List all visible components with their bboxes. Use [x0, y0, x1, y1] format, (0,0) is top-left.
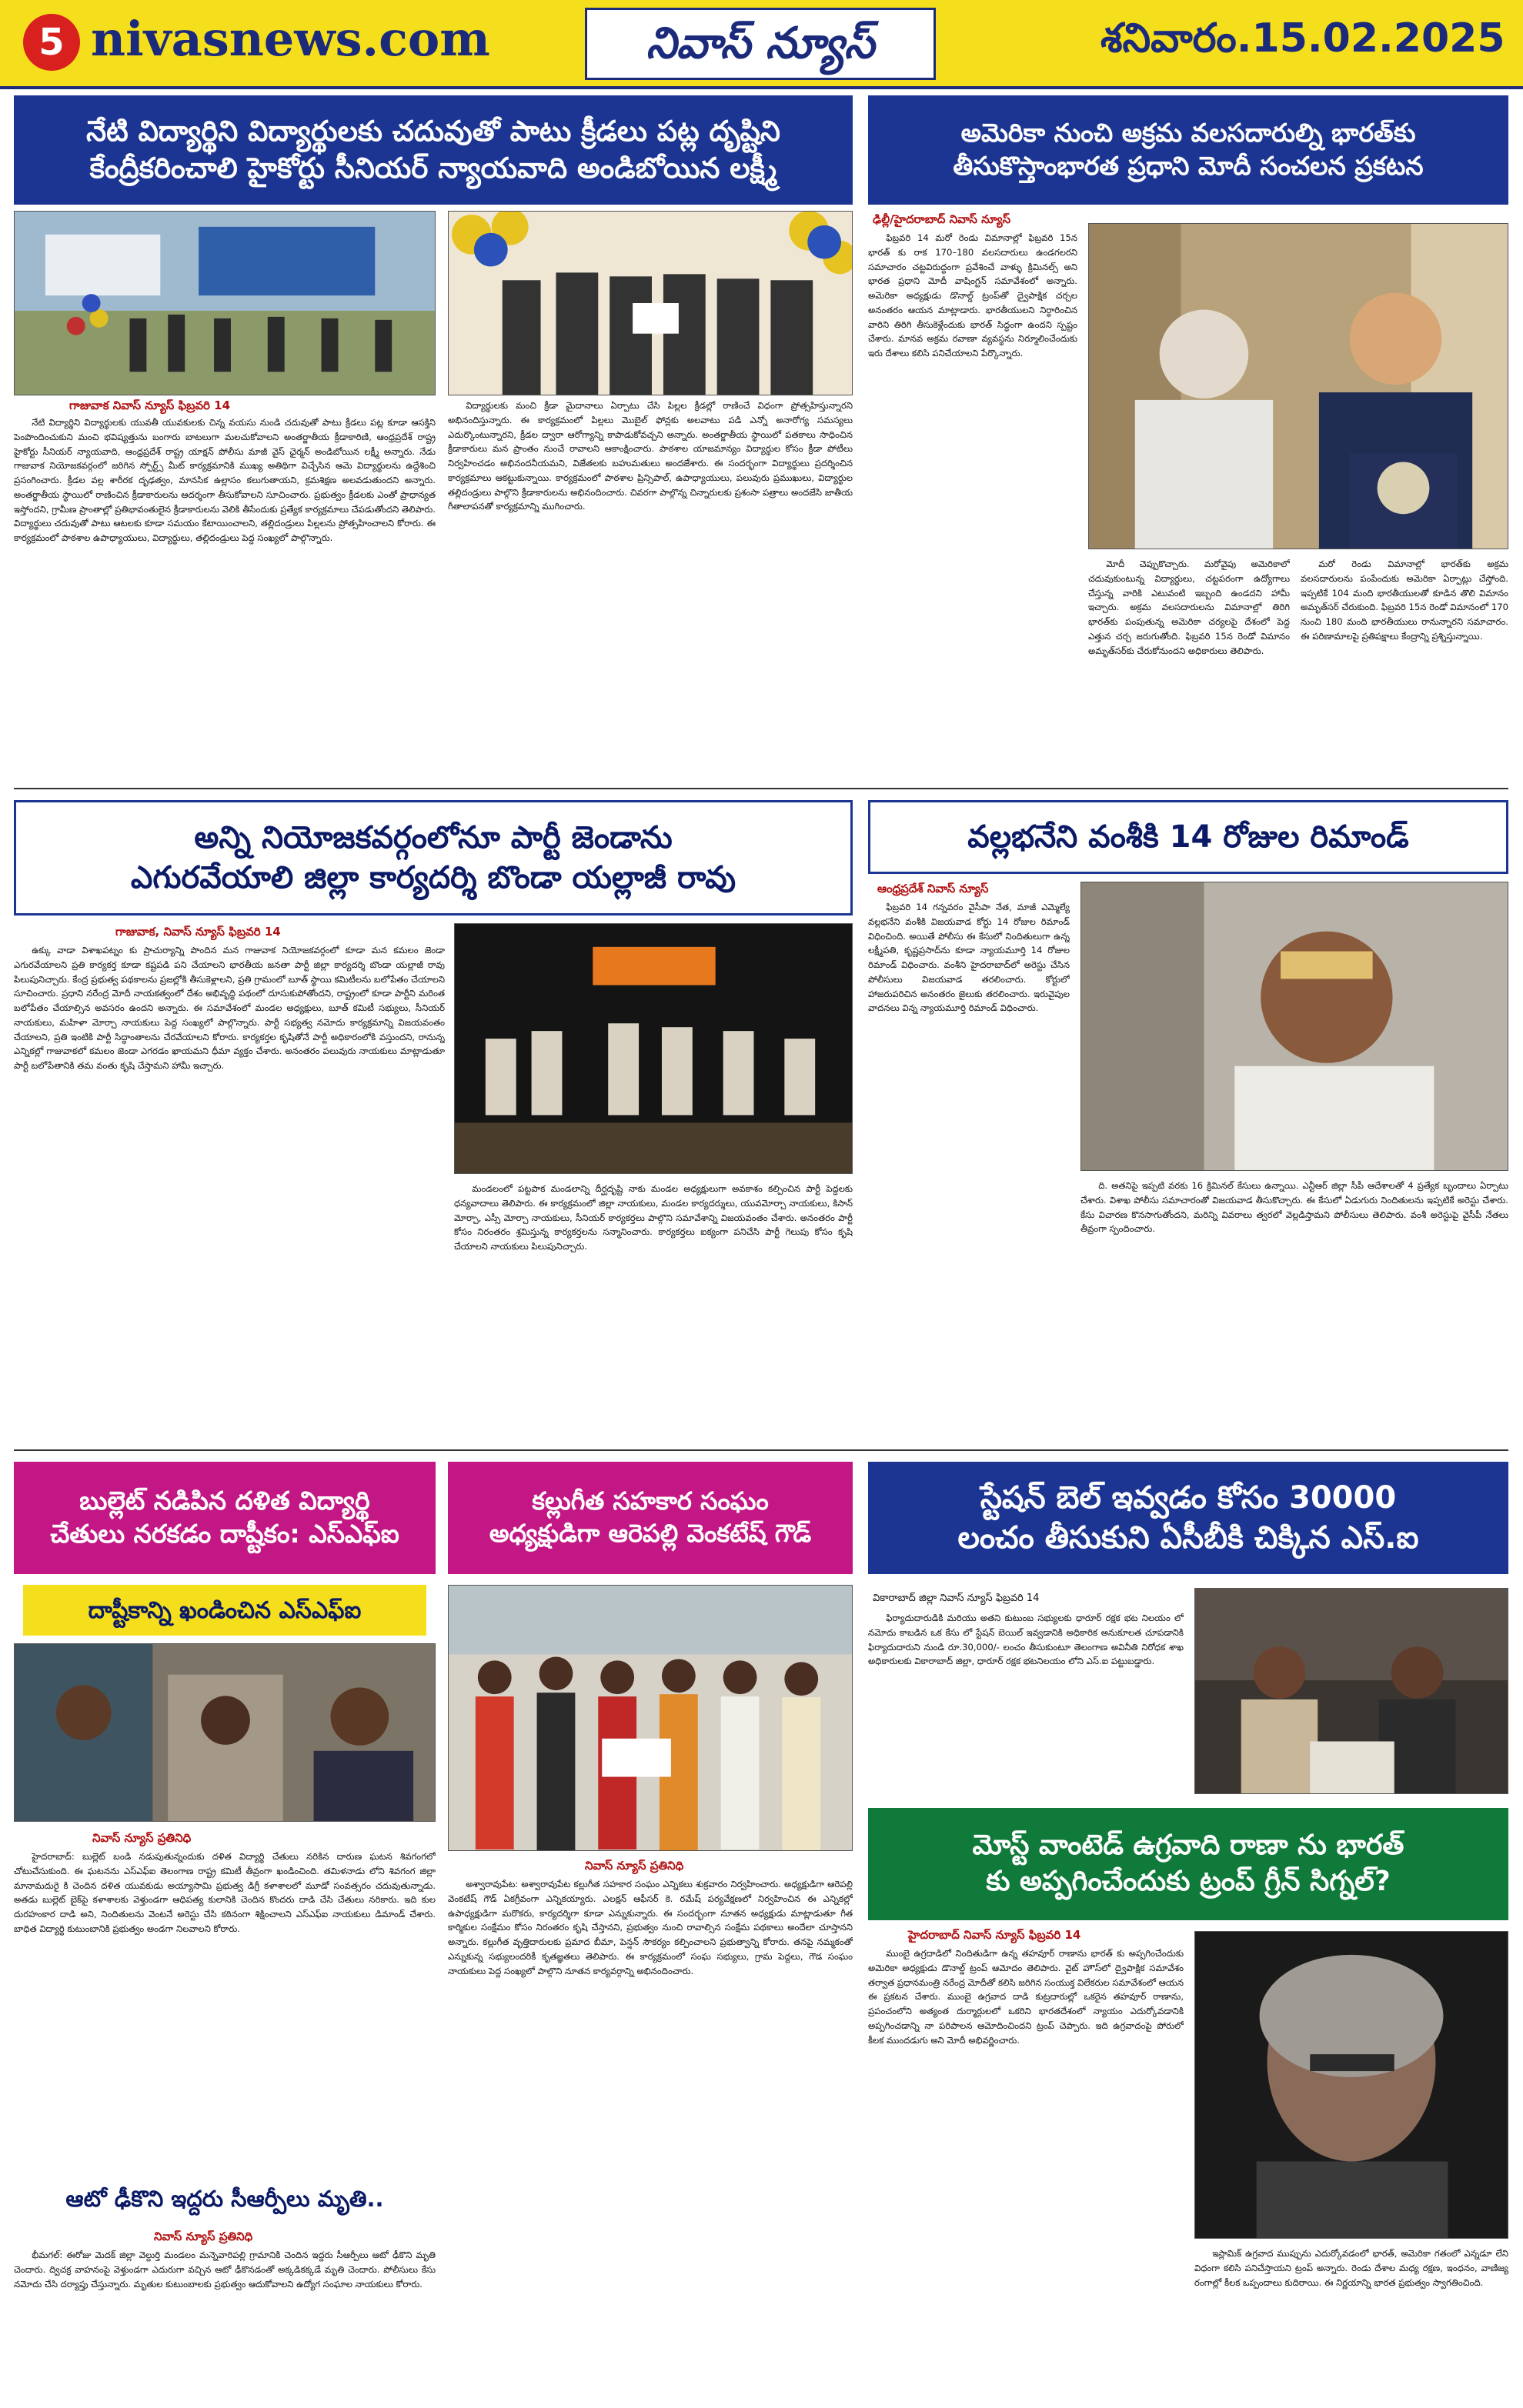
divider-1: [14, 788, 1508, 789]
modi-body-top-text: ఫిబ్రవరి 14 మరో రెండు విమానాల్లో ఫిబ్రవరి 15న భారత్ కు రాక 170–180 వలసదారులు ఉండగలరని సమాచారం చట్టవిరుద్ధంగా ప్రవేశించే వాళ్ళు క్రిమినల్స్ అని భారత ప్రధాని మోదీ వాషింగ్టన్ సమావేశంలో అన్నారు. అమెరికా అధ్యక్షుడు డొనాల్డ్ ట్రంప్‌తో ద్వైపాక్షిక చర్చల అనంతరం ఆయన మాట్లాడారు. భారతీయులని నిర్ధారించిన వారిని తిరిగి తీసుకెళ్లేందుకు భారత్ సిద్ధంగా ఉందని స్పష్టం చేశారు. మానవ అక్రమ రవాణా వ్యవస్థను నిర్మూలించేందుకు ఇరు దేశాలు కలిసి పనిచేయాలని పేర్కొన్నారు.: [868, 232, 1077, 359]
dalit-subhead: [23, 1585, 426, 1636]
dalit-subhead-text: దాష్టీకాన్ని ఖండించిన ఎస్ఎఫ్ఐ: [88, 1596, 362, 1624]
accident-body-text: భీమగల్: ఈరోజు మెదక్ జిల్లా వెల్దుర్తి మండలం మన్నెవారిపల్లి గ్రామానికి చెందిన ఇద్దరు సీఆర్పీలు ఆటో ఢీకొని మృతి చెందారు. ద్విచక్ర వాహనంపై వెళ్తుండగా ఎదురుగా వచ్చిన ఆటో ఢీకొనడంతో అక్కడికక్కడే మృతి చెందారు. పోలీసులు కేసు నమోదు చేసి దర్యాప్తు చేస్తున్నారు. మృతుల కుటుంబాలకు ప్రభుత్వం ఆదుకోవాలని ఉద్యోగ సంఘాల నాయకులు కోరారు.: [14, 2250, 436, 2290]
sports-headline: [14, 95, 853, 205]
vamsi-body-right-text: ది. అతనిపై ఇప్పటి వరకు 16 క్రిమినల్ కేసులు ఉన్నాయి. ఎన్టీఆర్ జిల్లా సీపీ ఆదేశాలతో 4 ప్రత్యేక బృందాలు ఏర్పాటు చేశారు. విశాఖ పోలీసు సమాచారంతో విజయవాడ తీసుకొచ్చారు. ఈ కేసులో ఏడుగురు నిందితులను ఇప్పటికే అరెస్టు చేశారు. కేసు విచారణ కొనసాగుతోందని, మరిన్ని వివరాలు త్వరలో వెల్లడిస్తామని పోలీసులు తెలిపారు. వంశీ అరెస్టుపై వైసీపీ నేతలు తీవ్రంగా స్పందించారు.: [1080, 1180, 1508, 1235]
rana-headline-line2: కు అప్పగించేందుకు ట్రంప్ గ్రీన్ సిగ్నల్?: [986, 1866, 1391, 1897]
party-body-right-text: మండలంలో పట్టపాక మండలాన్ని దీర్ఘదృష్టి నాకు మండల అధ్యక్షులుగా అవకాశం కల్పించిన పార్టీ పెద్దలకు ధన్యవాదాలు తెలిపారు. ఈ కార్యక్రమంలో జిల్లా నాయకులు, మండల కార్యదర్శులు, యువమోర్చా నాయకులు, కిసాన్ మోర్చా, ఎస్సీ మోర్చా నాయకులు, సీనియర్ కార్యకర్తలు పాల్గొని సమావేశాన్ని విజయవంతం చేశారు. అనంతరం పార్టీ కోసం నిరంతరం శ్రమిస్తున్న కార్యకర్తలను సన్మానించారు. కార్యకర్తలు ఐక్యంగా పనిచేసి పార్టీ గెలుపు కోసం కృషి చేయాలని నాయకులు పిలుపునిచ్చారు.: [454, 1183, 853, 1252]
vamsi-headline-text: వల్లభనేని వంశీకి 14 రోజుల రిమాండ్: [967, 819, 1409, 855]
sports-body-left-text: నేటి విద్యార్థిని విద్యార్థులకు యువతీ యువకులకు చిన్న వయసు నుండి చదువుతో పాటు క్రీడలు పట్ల కూడా ఆసక్తిని పెంపొందించుకుని మంచి భవిష్యత్తును బంగారు బాటలుగా మలచుకోవాలని అంతర్జాతీయ క్రీడాకారిణి, ఆంధ్రప్రదేశ్ రాష్ట్ర హైకోర్టు సీనియర్ న్యాయవాది, ఆంధ్రప్రదేశ్ రాష్ట్ర యాక్షన్ పోలీసు మాజీ వైస్ ఛైర్మన్ అండిబోయిన లక్ష్మీ అన్నారు. నేడు గాజువాక నియోజకవర్గంలో జరిగిన స్పోర్ట్స్ మీట్ కార్యక్రమానికి ముఖ్య అతిథిగా విచ్చేసిన ఆమె విద్యార్థులను ఉద్దేశించి ప్రసంగించారు. క్రీడల వల్ల శారీరక దృఢత్వం, మానసిక ఉల్లాసం కలుగుతాయని, క్రమశిక్షణ అలవడుతుందని అన్నారు. అంతర్జాతీయ స్థాయిలో రాణించిన క్రీడాకారులను ఆదర్శంగా తీసుకోవాలని సూచించారు. ప్రభుత్వం క్రీడలకు ఎంతో ప్రాధాన్యత ఇస్తోందని, గ్రామీణ ప్రాంతాల్లో ప్రతిభావంతులైన క్రీడాకారులను వెలికి తీసేందుకు ప్రత్యేక కార్యక్రమాలు చేపడుతోందని తెలిపారు. విద్యార్థులు చదువుతో పాటు ఆటలకు కూడా సమయం కేటాయించాలని, తల్లిదండ్రులు పిల్లలను ప్రోత్సహించాలని కోరారు. ఈ కార్యక్రమంలో పాఠశాల ఉపాధ్యాయులు, విద్యార్థులు, తల్లిదండ్రులు పెద్ద సంఖ్యలో పాల్గొన్నారు.: [14, 417, 436, 544]
modi-headline: [868, 95, 1508, 205]
issue-date: శనివారం.15.02.2025: [1101, 15, 1505, 62]
dalit-headline-line1: బుల్లెట్ నడిపిన దళిత విద్యార్థి: [79, 1486, 370, 1516]
kallu-body: [448, 1877, 853, 2397]
bail-dateline: వికారాబాద్ జిల్లా నివాస్ న్యూస్ ఫిబ్రవరి 14: [873, 1593, 1040, 1604]
dalit-headline-line2: చేతులు నరకడం దాష్టీకం: ఎస్ఎఫ్ఐ: [50, 1519, 399, 1549]
divider-2: [14, 1449, 1508, 1451]
bail-photo: [1194, 1588, 1508, 1794]
sports-body-left: [14, 415, 436, 777]
vamsi-photo: [1080, 882, 1508, 1171]
party-body-left-text: ఉక్కు వాడా విశాఖపట్నం కు ప్రాచుర్యాన్ని పొందిన మన గాజువాక నియోజకవర్గంలో కూడా మన కమలం జెండా ఎగురవేయాలని ప్రతి కార్యకర్త కూడా కష్టపడి పని చేయాలని భారతీయ జనతా పార్టీ జిల్లా కార్యదర్శి బొండా యల్లాజీ రావు పిలుపునిచ్చారు. కేంద్ర ప్రభుత్వ పథకాలను ప్రజల్లోకి తీసుకెళ్లాలని, ప్రతి గ్రామంలో బూత్ స్థాయి కమిటీలను బలోపేతం చేయాలని సూచించారు. ప్రధాని నరేంద్ర మోదీ నాయకత్వంలో దేశం అభివృద్ధి పథంలో దూసుకుపోతోందని, రాష్ట్రంలో కూడా పార్టీని మరింత బలోపేతం చేయాల్సిన అవసరం ఉందని అన్నారు. ఈ సమావేశంలో మండల అధ్యక్షులు, బూత్ కమిటీ సభ్యులు, సీనియర్ నాయకులు, మహిళా మోర్చా నాయకులు పెద్ద సంఖ్యలో పాల్గొన్నారు. పార్టీ సభ్యత్వ నమోదు కార్యక్రమాన్ని విజయవంతం చేయాలని, ప్రతి ఇంటికి పార్టీ సిద్ధాంతాలను చేరవేయాలని కోరారు. కార్యకర్తల కృషితోనే పార్టీ అధికారంలోకి వస్తుందని, రానున్న ఎన్నికల్లో గాజువాకలో కమలం జెండా ఎగరడం ఖాయమని ధీమా వ్యక్తం చేశారు. అనంతరం పలువురు నాయకులు మాట్లాడుతూ పార్టీ బలోపేతానికి తమ వంతు కృషి చేస్తామని హామీ ఇచ్చారు.: [14, 945, 445, 1072]
modi-body-bottom-left: [1088, 557, 1290, 772]
modi-body-top: [868, 231, 1077, 551]
kallu-headline-line1: కల్లుగీత సహకార సంఘం: [532, 1486, 769, 1516]
modi-headline-line2: తీసుకొస్తాంభారత ప్రధాని మోదీ సంచలన ప్రకటన: [953, 151, 1424, 181]
sports-photo-1: [14, 211, 436, 395]
accident-headline: [14, 2173, 436, 2226]
dalit-headline: [14, 1462, 436, 1574]
sports-headline-line1: నేటి విద్యార్థిని విద్యార్థులకు చదువుతో పాటు క్రీడలు పట్ల దృష్టిని: [86, 114, 780, 148]
bail-headline: [868, 1462, 1508, 1574]
modi-dateline: ఢిల్లీ/హైదరాబాద్ నివాస్ న్యూస్: [873, 212, 1011, 226]
masthead: [0, 0, 1523, 89]
sports-dateline: గాజువాక నివాస్ న్యూస్ ఫిబ్రవరి 14: [69, 399, 231, 412]
rana-body-right: [1194, 2246, 1508, 2399]
vamsi-headline: [868, 800, 1508, 874]
sports-photo-2: [448, 211, 853, 395]
rana-body-left-text: ముంబై ఉగ్రదాడిలో నిందితుడిగా ఉన్న తహవూర్ రాణాను భారత్ కు అప్పగించేందుకు అమెరికా అధ్యక్షుడు డొనాల్డ్ ట్రంప్ ఆమోదం తెలిపారు. వైట్ హౌస్‌లో ద్వైపాక్షిక సమావేశం తర్వాత ప్రధానమంత్రి నరేంద్ర మోదీతో కలిసి జరిగిన సంయుక్త విలేకరుల సమావేశంలో ఆయన ఈ ప్రకటన చేశారు. ముంబై ఉగ్రవాద దాడి కుట్రదారుల్లో ఒకరైన తహవూర్ రాణాను, ప్రపంచంలోని అత్యంత దుర్మార్గులలో ఒకరిని భారతదేశంలో న్యాయం ఎదుర్కోవడానికి అప్పగించడాన్ని నా పరిపాలన ఆమోదించిందని ట్రంప్ చెప్పారు. ఇది ఉగ్రవాదంపై పోరులో కీలక ముందడుగు అని మోదీ అభివర్ణించారు.: [868, 1948, 1184, 2046]
rana-body-left: [868, 1946, 1184, 2399]
kallu-dateline: నివాస్ న్యూస్ ప్రతినిధి: [585, 1859, 684, 1873]
bail-body-text: ఫిర్యాదుదారుడికి మరియు అతని కుటుంబ సభ్యులకు ధారూర్ రక్షక భట నిలయం లో నమోదు కాబడిన ఒక కేసు లో స్టేషన్ బెయిల్ ఇవ్వడానికి అధికారిక అనుకూలత చూపడానికి ఫిర్యాదుదారుని నుండి రూ.30,000/- లంచం తీసుకుంటూ తెలంగాణ అవినీతి నిరోధక శాఖ అధికారులకు వికారాబాద్ జిల్లా, ధారూర్ రక్షక భటనిలయం లోని ఎస్.ఐ పట్టుబడ్డారు.: [868, 1613, 1184, 1667]
rana-body-right-text: ఇస్లామిక్ ఉగ్రవాద ముప్పును ఎదుర్కోవడంలో భారత్, అమెరికా గతంలో ఎన్నడూ లేని విధంగా కలిసి పనిచేస్తాయని ట్రంప్ అన్నారు. రెండు దేశాల మధ్య రక్షణ, ఇంధనం, వాణిజ్య రంగాల్లో కీలక ఒప్పందాలు కుదిరాయి. ఈ నిర్ణయాన్ని భారత ప్రభుత్వం స్వాగతించింది.: [1194, 2248, 1508, 2288]
kallu-headline: [448, 1462, 853, 1574]
sports-body-right-text: విద్యార్థులకు మంచి క్రీడా మైదానాలు ఏర్పాటు చేసి పిల్లల క్రీడల్లో రాణించే విధంగా ప్రోత్సహిస్తున్నారని అభినందిస్తున్నారు. ఈ కార్యక్రమంలో పిల్లలు మొబైల్ ఫోన్లకు అలవాటు పడి ఎన్నో అనారోగ్య సమస్యలు ఎదుర్కొంటున్నారని, క్రీడల ద్వారా ఆరోగ్యాన్ని కాపాడుకోవచ్చని అన్నారు. అంతర్జాతీయ స్థాయిలో పతకాలు సాధించిన క్రీడాకారులు మన ప్రాంతం నుంచే రావాలని ఆకాంక్షించారు. పాఠశాల యాజమాన్యం విద్యార్థుల కోసం క్రీడా పోటీలు నిర్వహించడం అభినందనీయమని, విజేతలకు బహుమతులు అందజేశారు. ఈ సందర్భంగా విద్యార్థులు ప్రదర్శించిన కార్యక్రమాలు ఆకట్టుకున్నాయి. కార్యక్రమంలో పాఠశాల ప్రిన్సిపాల్, ఉపాధ్యాయులు, పలువురు ప్రముఖులు, విద్యార్థుల తల్లిదండ్రులు పాల్గొని క్రీడాకారులను అభినందించారు. చివరగా పాల్గొన్న చిన్నారులకు ప్రశంసా పత్రాలు అందజేసి జాతీయ గీతాలాపనతో కార్యక్రమాన్ని ముగించారు.: [448, 400, 853, 512]
party-headline-line1: అన్ని నియోజకవర్గంలోనూ పార్టీ జెండాను: [194, 820, 673, 855]
party-headline-line2: ఎగురవేయాలి జిల్లా కార్యదర్శి బొండా యల్లాజీ రావు: [130, 860, 736, 895]
modi-body-bottom-right: [1301, 557, 1508, 772]
kallu-photo: [448, 1585, 853, 1851]
accident-headline-text: ఆటో ఢీకొని ఇద్దరు సీఆర్పీలు మృతి..: [65, 2186, 384, 2213]
party-body-left: [14, 943, 445, 1440]
rana-dateline: హైదరాబాద్ నివాస్ న్యూస్ ఫిబ్రవరి 14: [908, 1928, 1081, 1942]
bail-body: [868, 1611, 1184, 1793]
vamsi-body-left-text: ఫిబ్రవరి 14 గన్నవరం వైసీపా నేత, మాజీ ఎమ్మెల్యే వల్లభనేని వంశీకి విజయవాడ కోర్టు 14 రోజుల రిమాండ్ విధించింది. అయితే పోలీసు ఈ కేసులో నిందితులుగా ఉన్న లక్ష్మీపతి, కృష్ణప్రసాద్‌ను కూడా న్యాయమూర్తి 14 రోజుల రిమాండ్ విధించారు. వంశీని హైదరాబాద్‌లో అరెస్టు చేసిన పోలీసులు విజయవాడ తరలించారు. కోర్టులో హాజరుపరిచిన అనంతరం జైలుకు తరలించారు. ఇరువైపుల వాదనలు విన్న న్యాయమూర్తి రిమాండ్ విధించారు.: [868, 902, 1070, 1014]
kallu-headline-line2: అధ్యక్షుడిగా ఆరెపల్లి వెంకటేష్ గౌడ్: [489, 1519, 812, 1548]
vamsi-body-right: [1080, 1179, 1508, 1440]
vamsi-dateline: ఆంధ్రప్రదేశ్ నివాస్ న్యూస్: [877, 882, 989, 895]
site-name: nivasnews.com: [91, 11, 490, 67]
rana-headline-line1: మోస్ట్ వాంటెడ్ ఉగ్రవాది రాణా ను భారత్: [972, 1829, 1404, 1862]
bail-headline-line2: లంచం తీసుకుని ఏసీబీకి చిక్కిన ఎస్.ఐ: [957, 1520, 1419, 1556]
dalit-body: [14, 1849, 436, 2162]
vamsi-body-left: [868, 900, 1070, 1285]
accident-dateline: నివాస్ న్యూస్ ప్రతినిధి: [154, 2230, 253, 2243]
bail-headline-line1: స్టేషన్ బెల్ ఇవ్వడం కోసం 30000: [980, 1480, 1397, 1516]
dalit-body-text: హైదరాబాద్: బుల్లెట్ బండి నడుపుతున్నందుకు దళిత విద్యార్థి చేతులు నరికిన దారుణ ఘటన శివగంగలో చోటుచేసుకుంది. ఈ ఘటనను ఎస్ఎఫ్ఐ తెలంగాణ రాష్ట్ర కమిటీ తీవ్రంగా ఖండించింది. తమిళనాడు లోని శివగంగ జిల్లా మానామదురై కి చెందిన దళిత యువకుడు అయ్యాసామి ప్రభుత్వ డిగ్రీ కళాశాలలో మూడో సంవత్సరం చదువుతున్నాడు. అతడు బుల్లెట్ బైక్‌పై కళాశాలకు వెళ్తుండగా ఆధిపత్య కులానికి చెందిన కొందరు దాడి చేసి చేతులు నరికారు. ఇది కుల దురహంకార దాడి అని, నిందితులను వెంటనే అరెస్టు చేసి కఠినంగా శిక్షించాలని ఎస్ఎఫ్ఐ నాయకులు డిమాండ్ చేశారు. బాధిత విద్యార్థి కుటుంబానికి ప్రభుత్వం అండగా నిలవాలని కోరారు.: [14, 1851, 436, 1934]
party-body-right: [454, 1182, 853, 1440]
modi-body-bottom-left-text: మోదీ చెప్పుకొచ్చారు. మరోవైపు అమెరికాలో చదువుకుంటున్న విద్యార్థులు, చట్టపరంగా ఉద్యోగాలు చేస్తున్న వారికి ఎటువంటి ఇబ్బంది ఉండదని హామీ ఇచ్చారు. అక్రమ వలసదారులను విమానాల్లో తిరిగి భారత్‌కు పంపుతున్న అమెరికా చర్యలపై దేశంలో పెద్ద ఎత్తున చర్చ జరుగుతోంది. ఫిబ్రవరి 15న రెండో విమానం అమృత్‌సర్‌కు చేరుకోనుందని అధికారులు తెలిపారు.: [1088, 559, 1290, 656]
modi-body-bottom-right-text: మరో రెండు విమానాల్లో భారత్‌కు అక్రమ వలసదారులను పంపేందుకు అమెరికా ఏర్పాట్లు చేస్తోంది. ఇప్పటికే 104 మంది భారతీయులతో కూడిన తొలి విమానం అమృత్‌సర్ చేరుకుంది. ఫిబ్రవరి 15న రెండో విమానంలో 170 నుంచి 180 మంది భారతీయులు రానున్నారని సమాచారం. ఈ పరిణామాలపై ప్రతిపక్షాలు కేంద్రాన్ని ప్రశ్నిస్తున్నాయి.: [1301, 559, 1508, 642]
modi-trump-photo: [1088, 223, 1508, 549]
dalit-photo: [14, 1643, 436, 1822]
brand-logo: నివాస్ న్యూస్: [585, 8, 936, 80]
sports-headline-line2: కేంద్రీకరించాలి హైకోర్టు సీనియర్ న్యాయవాది అండిబోయిన లక్ష్మీ: [89, 152, 777, 185]
rana-photo: [1194, 1931, 1508, 2239]
sports-body-right: [448, 399, 853, 777]
dalit-dateline: నివాస్ న్యూస్ ప్రతినిధి: [92, 1831, 192, 1845]
party-dateline: గాజువాక, నివాస్ న్యూస్ ఫిబ్రవరి 14: [115, 925, 281, 939]
rana-headline: [868, 1808, 1508, 1920]
accident-body: [14, 2248, 436, 2399]
page-number: 5: [23, 14, 80, 71]
party-headline: [14, 800, 853, 916]
kallu-body-text: అశ్వారావుపేట: అశ్వారావుపేట కల్లుగీత సహకార సంఘం ఎన్నికలు శుక్రవారం నిర్వహించారు. అధ్యక్షుడిగా ఆరెపల్లి వెంకటేష్ గౌడ్ ఏకగ్రీవంగా ఎన్నికయ్యారు. ఎలక్షన్ ఆఫీసర్ కె. రమేష్ పర్యవేక్షణలో నిర్వహించిన ఈ ఎన్నికల్లో ఉపాధ్యక్షుడిగా మరొకరు, కార్యదర్శిగా కూడా ఎన్నుకున్నారు. ఈ సందర్భంగా నూతన అధ్యక్షుడు మాట్లాడుతూ గీత కార్మికుల సంక్షేమం కోసం నిరంతరం కృషి చేస్తానని, ప్రభుత్వం నుంచి రావాల్సిన సంక్షేమ పథకాలు అందేలా చూస్తానని అన్నారు. కల్లుగీత వృత్తిదారులకు ప్రమాద బీమా, పెన్షన్ సౌకర్యం కల్పించాలని ప్రభుత్వాన్ని కోరారు. తనపై నమ్మకంతో ఎన్నుకున్న సభ్యులందరికీ కృతజ్ఞతలు తెలిపారు. ఈ కార్యక్రమంలో సంఘ సభ్యులు, గ్రామ పెద్దలు, గౌడ సంఘం నాయకులు పెద్ద సంఖ్యలో పాల్గొని నూతన కార్యవర్గాన్ని అభినందించారు.: [448, 1879, 853, 1976]
modi-headline-line1: అమెరికా నుంచి అక్రమ వలసదారుల్ని భారత్‌కు: [960, 118, 1416, 148]
party-meeting-photo: [454, 923, 853, 1174]
